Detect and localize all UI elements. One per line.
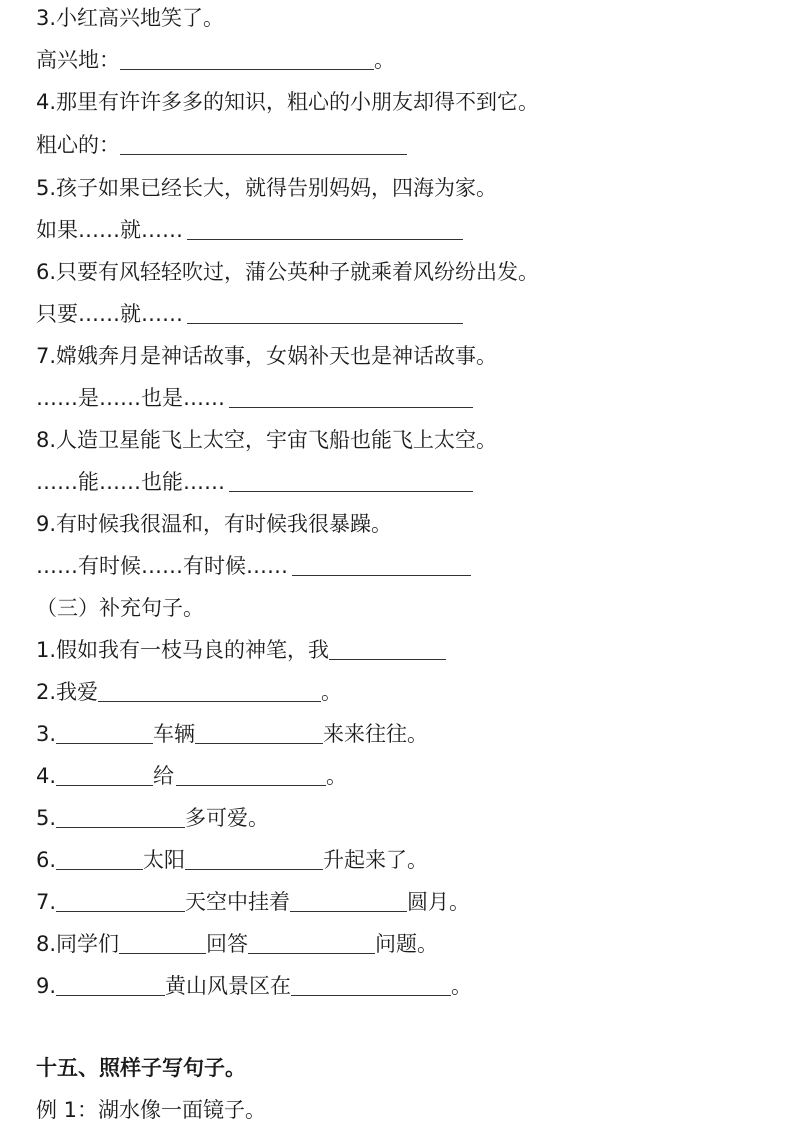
question-9-sentence	[36, 509, 392, 539]
text: 十五、照样子写句子。	[36, 1056, 246, 1080]
answer-blank[interactable]	[119, 931, 206, 954]
text: 7.	[36, 890, 57, 914]
text: 。	[374, 48, 395, 72]
text: 9.有时候我很温和，有时候我很暴躁。	[36, 512, 393, 536]
text: 6.	[36, 848, 57, 872]
fill-1	[36, 635, 446, 665]
text: （三）补充句子。	[36, 596, 204, 620]
text: 4.	[36, 764, 57, 788]
text: 3.	[36, 722, 57, 746]
text: 4.那里有许许多多的知识，粗心的小朋友却得不到它。	[36, 90, 540, 114]
text: 5.孩子如果已经长大，就得告别妈妈，四海为家。	[36, 176, 498, 200]
text: 粗心的：	[36, 133, 120, 157]
question-7-sentence	[36, 341, 497, 371]
question-6-sentence	[36, 257, 539, 287]
text: 车辆	[153, 722, 196, 746]
fill-2	[36, 677, 342, 707]
text: 。	[451, 974, 473, 998]
answer-blank[interactable]	[187, 217, 463, 240]
answer-blank[interactable]	[229, 469, 473, 492]
answer-blank[interactable]	[187, 301, 463, 324]
text: 太阳	[143, 848, 186, 872]
text: 如果……就……	[36, 218, 183, 242]
text: ……有时候……有时候……	[36, 554, 288, 578]
text: 例 1：湖水像一面镜子。	[36, 1098, 267, 1122]
text: 6.只要有风轻轻吹过，蒲公英种子就乘着风纷纷出发。	[36, 260, 540, 284]
text: 。	[321, 680, 343, 704]
answer-line-cuxinde	[36, 130, 407, 160]
answer-line-neng-yeneng	[36, 467, 473, 497]
answer-blank[interactable]	[56, 721, 153, 744]
text: 5.	[36, 806, 57, 830]
text: 黄山风景区在	[165, 974, 292, 998]
text: 7.嫦娥奔月是神话故事，女娲补天也是神话故事。	[36, 344, 498, 368]
answer-blank[interactable]	[292, 553, 471, 576]
question-5-sentence	[36, 173, 497, 203]
answer-blank[interactable]	[329, 637, 446, 660]
answer-blank[interactable]	[120, 47, 374, 70]
text: ……能……也能……	[36, 470, 225, 494]
text: 。	[326, 764, 348, 788]
text: ……是……也是……	[36, 386, 225, 410]
answer-line-gaoxingdi	[36, 45, 395, 75]
text: 升起来了。	[323, 848, 429, 872]
text: 只要……就……	[36, 302, 183, 326]
fill-4	[36, 761, 347, 791]
text: 来来往往。	[323, 722, 429, 746]
text: 圆月。	[407, 890, 471, 914]
text: 回答	[206, 932, 249, 956]
answer-blank[interactable]	[56, 805, 185, 828]
text: 3.小红高兴地笑了。	[36, 6, 225, 30]
answer-blank[interactable]	[248, 931, 375, 954]
text: 8.同学们	[36, 932, 120, 956]
question-3-sentence	[36, 3, 224, 33]
answer-blank[interactable]	[185, 847, 323, 870]
answer-blank[interactable]	[195, 721, 323, 744]
answer-blank[interactable]	[176, 763, 326, 786]
text: 9.	[36, 974, 57, 998]
fill-9	[36, 971, 472, 1001]
text: 多可爱。	[185, 806, 270, 830]
text: 2.我爱	[36, 680, 99, 704]
question-8-sentence	[36, 425, 497, 455]
answer-line-shi-yeshi	[36, 383, 473, 413]
text: 8.人造卫星能飞上太空，宇宙飞船也能飞上太空。	[36, 428, 498, 452]
fill-8	[36, 929, 438, 959]
answer-blank[interactable]	[56, 973, 165, 996]
fill-5	[36, 803, 269, 833]
example-1	[36, 1095, 266, 1125]
answer-blank[interactable]	[56, 847, 143, 870]
answer-line-youshihou	[36, 551, 471, 581]
question-4-sentence	[36, 87, 539, 117]
answer-blank[interactable]	[120, 132, 407, 155]
text: 天空中挂着	[185, 890, 291, 914]
text: 1.假如我有一枝马良的神笔，我	[36, 638, 330, 662]
text: 给	[153, 764, 175, 788]
answer-blank[interactable]	[229, 385, 473, 408]
fill-3	[36, 719, 428, 749]
text: 问题。	[375, 932, 439, 956]
section-heading	[36, 1053, 246, 1083]
fill-7	[36, 887, 470, 917]
subsection-heading	[36, 593, 204, 623]
answer-blank[interactable]	[56, 889, 185, 912]
answer-line-zhiyao-jiu	[36, 299, 463, 329]
fill-6	[36, 845, 428, 875]
answer-blank[interactable]	[291, 973, 451, 996]
answer-blank[interactable]	[290, 889, 407, 912]
answer-line-ruguo-jiu	[36, 215, 463, 245]
answer-blank[interactable]	[98, 679, 321, 702]
answer-blank[interactable]	[56, 763, 153, 786]
text: 高兴地：	[36, 48, 120, 72]
